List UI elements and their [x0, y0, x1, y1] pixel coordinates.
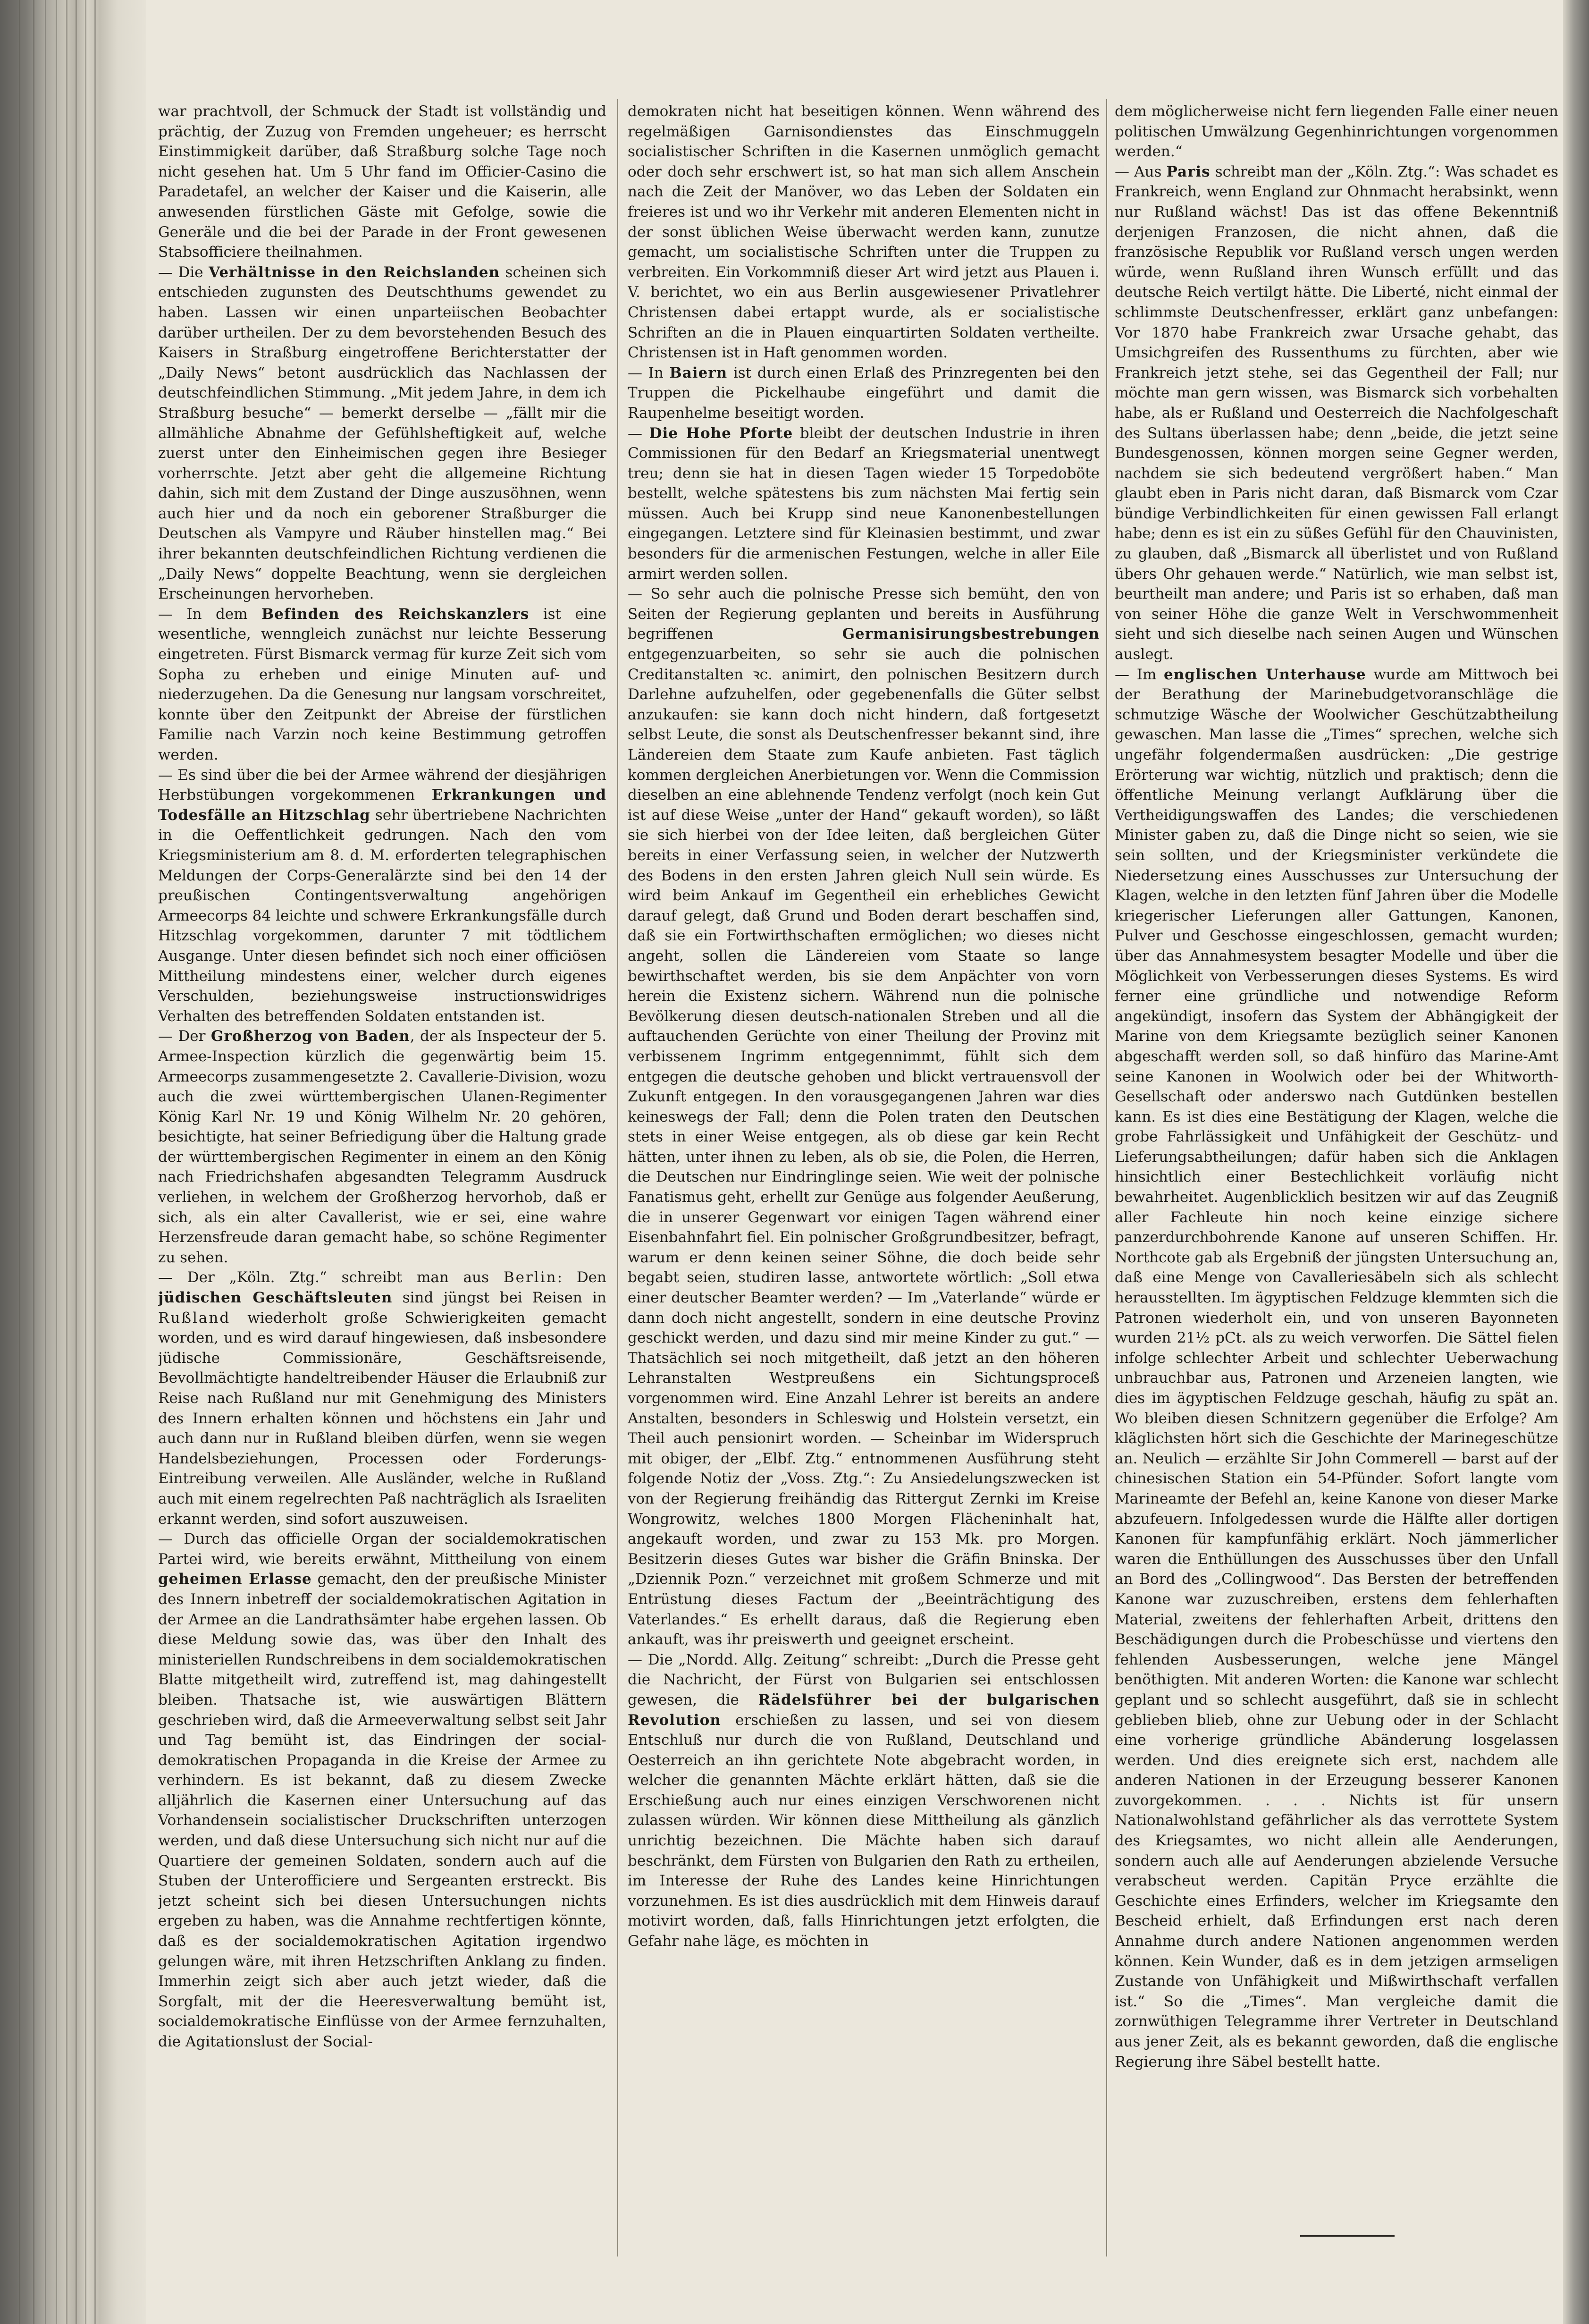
- bold-headline-phrase: englischen Unterhause: [1164, 666, 1366, 683]
- paragraph-text: wurde am Mittwoch bei der Berathung der Marinebudgetvoranschläge die schmutzige Wäsche der Woolwicher Geschützabtheilung gewaschen. Man lasse die „Times“ sprechen, welche sich ungefähr folgendermaßen ausdrücken: „Die gestrige Erörterung war wichtig, nützlich und praktisch; denn die öffentliche Meinung verlangt Aufklärung über die Vertheidigungswaffen des Landes; die verschiedenen Minister gaben zu, daß die Dinge nicht so seien, wie sie sein sollten, und der Kriegsminister verkündete die Niedersetzung eines Ausschusses zur Untersuchung der Klagen, welche in den letzten fünf Jahren über die Modelle kriegerischer Lieferungen aller Gattungen, Kanonen, Pulver und Geschosse eingeschlossen, gemacht wurden; über das Annahmesystem besagter Modelle und über die Möglichkeit von Verbesserungen dieses Systems. Es wird ferner eine gründliche und notwendige Reform angekündigt, insofern das System der Abhängigkeit der Marine von dem Kriegsamte bezüglich seiner Kanonen abgeschafft werden soll, so daß hinfüro das Marine-Amt seine Kanonen in Woolwich oder bei der Whitworth-Gesellschaft oder anderswo nach Gutdünken bestellen kann. Es ist dies eine Bestätigung der Klagen, welche die grobe Fahrlässigkeit und Unfähigkeit der Geschütz- und Lieferungsabtheilungen; dafür haben sich die Anklagen hinsichtlich einer Bestechlichkeit vorläufig nicht bewahrheitet. Augenblicklich besitzen wir auf das Zeugniß aller Fachleute hin noch keine einzige sichere panzerdurchbohrende Kanone auf unseren Schiffen. Hr. Northcote gab als Ergebniß der jüngsten Untersuchung an, daß eine Menge von Cavalleriesäbeln sich als schlecht herausstellten. Im ägyptischen Feldzuge klemmten sich die Patronen wiederholt ein, und von unseren Bayonneten wurden 21½ pCt. als zu weich verworfen. Die Sättel fielen infolge schlechter Arbeit und schlechter Ueberwachung unbrauchbar aus, Patronen und Arzeneien langten, wie dies im ägyptischen Feldzuge geschah, häufig zu spät an. Wo bleiben diesen Schnitzern gegenüber die Erfolge? Am kläglichsten hört sich die Geschichte der Marinegeschütze an. Neulich — erzählte Sir John Commerell — barst auf der chinesischen Station ein 54-Pfünder. Sofort langte vom Marineamte der Befehl an, keine Kanone von dieser Marke abzufeuern. Infolgedessen wurde die Hälfte aller dortigen Kanonen für kampfunfähig erklärt. Noch jämmerlicher waren die Enthüllungen des Ausschusses über den Unfall an Bord des „Collingwood“. Das Bersten der betreffenden Kanone war zuzuschreiben, erstens dem fehlerhaften Material, zweitens der fehlerhaften Arbeit, drittens den Beschädigungen durch die Probeschüsse und viertens den fehlenden Ausbesserungen, welche jene Mängel benöthigten. Mit anderen Worten: die Kanone war schlecht geplant und so schlecht ausgeführt, daß sie in schlecht geblieben blieb, ohne zur Uebung oder in der Schlacht eine vorherige gründliche Abänderung losgelassen werden. Und dies ereignete sich erst, nachdem alle anderen Nationen in der Erzeugung besserer Kanonen zuvorgekommen. . . . Nichts ist für unsern Nationalwohlstand gefährlicher als das verrottete System des Kriegsamtes, wo nicht allein alle Aenderungen, sondern auch alle auf Aenderungen abzielende Versuche verabscheut werden. Capitän Pryce erzählte die Geschichte eines Erfinders, welcher im Kriegsamte den Bescheid erhielt, daß Erfindungen erst nach deren Annahme durch andere Nationen angenommen werden können. Kein Wunder, daß es in dem jetzigen armseligen Zustande von Unfähigkeit und Mißwirthschaft verfallen ist.“ So die „Times“. Man vergleiche damit die zornwüthigen Telegramme ihrer Vertreter in Deutschland aus jener Zeit, als es bekannt geworden, daß die englische Regierung ihre Säbel bestellt hatte.: [1115, 666, 1558, 2070]
- bold-headline-phrase: Erkrankungen und Todesfälle an Hitzschlag: [158, 786, 606, 824]
- paragraph-text: — Die: [158, 263, 209, 281]
- paragraph-text: demokraten nicht hat beseitigen können. Wenn während des regelmäßigen Garnisondienstes das Einschmuggeln socialistischer Schriften in die Kasernen unmöglich gemacht oder doch sehr erschwert ist, so hat man sich allem Anschein nach die Zeit der Manöver, wo das Leben der Soldaten ein freieres ist und wo ihr Verkehr mit anderen Elementen nicht in der sonst üblichen Weise überwacht werden kann, zunutze gemacht, um socialistische Schriften unter die Truppen zu verbreiten. Ein Vorkommniß dieser Art wird jetzt aus Plauen i. V. berichtet, wo ein aus Berlin ausgewiesener Privatlehrer Christensen dabei ertappt wurde, als er socialistische Schriften an die in Plauen einquartirten Soldaten vertheilte. Christensen ist in Haft genommen worden.: [628, 103, 1100, 362]
- paragraph-text: —: [628, 424, 649, 442]
- paragraph-text: — Im: [1115, 666, 1164, 683]
- article-paragraph: [628, 423, 1100, 584]
- paragraph-text: — Aus: [1115, 163, 1167, 180]
- article-paragraph: [158, 262, 606, 604]
- article-end-rule: [1300, 2235, 1395, 2237]
- paragraph-text: — Der: [158, 1028, 211, 1045]
- paragraph-text: — Es sind über die bei der Armee während der diesjährigen Herbstübungen vorgekommenen: [158, 766, 606, 804]
- paragraph-text: ist eine wesentliche, wenngleich zunächst nur leichte Besserung eingetreten. Fürst Bismarck vermag für kurze Zeit sich vom Sopha zu erheben und einige Minuten auf- und niederzugehen. Da die Genesung nur langsam vorschreitet, konnte über den Zeitpunkt der Abreise der fürstlichen Familie nach Varzin noch keine Bestimmung getroffen werden.: [158, 605, 606, 763]
- bold-headline-phrase: Großherzog von Baden: [210, 1028, 410, 1045]
- paragraph-text: ist durch einen Erlaß des Prinzregenten bei den Truppen die Pickelhaube eingeführt und damit die Raupenhelme beseitigt worden.: [628, 364, 1100, 422]
- paragraph-text: bleibt der deutschen Industrie in ihren Commissionen für den Bedarf an Kriegsmaterial unentwegt treu; denn sie hat in diesen Tagen wieder 15 Torpedoböte bestellt, welche spätestens bis zum nächsten Mai fertig sein müssen. Auch bei Krupp sind neue Kanonenbestellungen eingegangen. Letztere sind für Kleinasien bestimmt, und zwar besonders für die armenischen Festungen, welche in aller Eile armirt werden sollen.: [628, 424, 1100, 583]
- paragraph-text: — In dem: [158, 605, 262, 623]
- article-paragraph: [1115, 101, 1558, 162]
- bold-headline-phrase: Verhältnisse in den Reichslanden: [209, 263, 500, 281]
- paragraph-text: — So sehr auch die polnische Presse sich bemüht, den von Seiten der Regierung geplanten und bereits in Ausführung begriffenen: [628, 585, 1100, 643]
- paragraph-text: — Die „Nordd. Allg. Zeitung“ schreibt: „Durch die Presse geht die Nachricht, der Fürst von Bulgarien sei entschlossen gewesen, die: [628, 1651, 1100, 1708]
- article-paragraph: [1115, 162, 1558, 665]
- text-column-2: [628, 101, 1100, 2254]
- paragraph-text: — Der „Köln. Ztg.“ schreibt man aus: [158, 1269, 504, 1286]
- paragraph-text: entgegenzuarbeiten, so sehr sie auch die polnischen Creditanstalten ꝛc. animirt, den polnischen Besitzern durch Darlehne aufzuhelfen, oder gegebenenfalls die Güter selbst anzukaufen: sie kann doch nicht hindern, daß fortgesetzt selbst Leute, die sonst als Deutschenfresser bekannt sind, ihre Ländereien dem Staate zum Kaufe anbieten. Fast täglich kommen dergleichen Anerbietungen vor. Wenn die Commission dieselben an eine ablehnende Tendenz verfolgt (noch kein Gut ist auf diese Weise „unter der Hand“ gekauft worden), so läßt sie sich hierbei von der Idee leiten, daß bergleichen Güter bereits in einer Verfassung seien, in welcher der Nutzwerth des Bodens in den ersten Jahren gleich Null sein würde. Es wird beim Ankauf im Gegentheil ein erhebliches Gewicht darauf gelegt, daß Grund und Boden derart beschaffen sind, daß sie ein Fortwirthschaften ermöglichen; wo dieses nicht angeht, sollen die Ländereien vom Staate so lange bewirthschaftet werden, bis sie dem Anpächter von vorn herein die Existenz sichern. Während nun die polnische Bevölkerung diesen deutsch-nationalen Streben und all die auftauchenden Gerüchte von einer Theilung der Provinz mit verbissenem Ingrimm entgegennimmt, fühlt sich dem entgegen die deutsche gehoben und blickt vertrauensvoll der Zukunft entgegen. In den vorausgegangenen Jahren war dies keineswegs der Fall; denn die Polen traten den Deutschen stets in einer Weise entgegen, als ob diese gar kein Recht hätten, unter ihnen zu leben, als ob sie, die Polen, die Herren, die Deutschen nur Eindringlinge seien. Wie weit der polnische Fanatismus geht, erhellt zur Genüge aus folgender Aeußerung, die in unserer Gegenwart vor einigen Tagen während einer Eisenbahnfahrt fiel. Ein polnischer Großgrundbesitzer, befragt, warum er denn keinen seiner Söhne, die doch beide sehr begabt seien, studiren lasse, antwortete wörtlich: „Soll etwa einer deutscher Beamter werden? — Im „Vaterlande“ würde er dann doch nicht angestellt, sondern in eine deutsche Provinz geschickt werden, und dazu sind mir meine Kinder zu gut.“ — Thatsächlich sei noch mitgetheilt, daß jetzt an den höheren Lehranstalten Westpreußens ein Sichtungsproceß vorgenommen wird. Eine Anzahl Lehrer ist bereits an andere Anstalten, besonders in Schleswig und Holstein versetzt, ein Theil auch pensionirt worden. — Scheinbar im Widerspruch mit obiger, der „Elbf. Ztg.“ entnommenen Ausführung steht folgende Notiz der „Voss. Ztg.“: Zu Ansiedelungszwecken ist von der Regierung freihändig das Rittergut Zernki im Kreise Wongrowitz, welches 1800 Morgen Flächeninhalt hat, angekauft worden, und zwar zu 153 Mk. pro Morgen. Besitzerin dieses Gutes war bisher die Gräfin Bninska. Der „Dziennik Pozn.“ verzeichnet mit großem Schmerze und mit Entrüstung dieses Factum der „Beeinträchtigung des Vaterlandes.“ Es erhellt daraus, daß die Regierung eben ankauft, was ihr preiswerth und geeignet erscheint.: [628, 646, 1100, 1648]
- paragraph-text: scheinen sich entschieden zugunsten des Deutschthums gewendet zu haben. Lassen wir einen unparteiischen Beobachter darüber urtheilen. Der zu dem bevorstehenden Besuch des Kaisers in Straßburg eingetroffene Berichterstatter der „Daily News“ betont ausdrücklich das Nachlassen der deutschfeindlichen Stimmung. „Mit jedem Jahre, in dem ich Straßburg besuche“ — bemerkt derselbe — „fällt mir die allmähliche Abnahme der Gefühlsheftigkeit auf, welche zuerst unter den Einheimischen gegen ihre Besieger vorherrschte. Jetzt aber geht die allgemeine Richtung dahin, sich mit dem Zustand der Dinge auszusöhnen, wenn auch hier und da noch ein geborener Straßburger die Deutschen als Vampyre und Räuber hinstellen mag.“ Bei ihrer bekannten deutschfeindlichen Richtung verdienen die „Daily News“ doppelte Beachtung, wenn sie dergleichen Erscheinungen hervorheben.: [158, 263, 606, 603]
- bold-headline-phrase: Paris: [1166, 163, 1211, 180]
- article-paragraph: [628, 584, 1100, 1649]
- article-paragraph: [628, 363, 1100, 423]
- spaced-emphasis: Berlin: [503, 1269, 557, 1286]
- paragraph-text: erschießen zu lassen, und sei von diesem Entschluß nur durch die von Rußland, Deutschland und Oesterreich an ihn gerichtete Note abgebracht worden, in welcher die genannten Mächte erklärt hätten, daß sie die Erschießung auch nur eines einzigen Verschworenen nicht zulassen würden. Wir können diese Mittheilung als gänzlich unrichtig bezeichnen. Die Mächte haben sich darauf beschränkt, dem Fürsten von Bulgarien den Rath zu ertheilen, im Interesse der Ruhe des Landes keine Hinrichtungen vorzunehmen. Es ist dies ausdrücklich mit dem Hinweis darauf motivirt worden, daß, falls Hinrichtungen jetzt erfolgten, die Gefahr nahe läge, es möchten in: [628, 1711, 1100, 1950]
- article-paragraph: [158, 101, 606, 262]
- paragraph-text: : Den: [557, 1269, 606, 1286]
- spaced-emphasis: Rußland: [158, 1309, 231, 1327]
- paragraph-text: schreibt man der „Köln. Ztg.“: Was schadet es Frankreich, wenn England zur Ohnmacht herabsinkt, wenn nur Rußland wächst! Das ist das offene Bekenntniß derjenigen Franzosen, die nicht ahnen, daß die französische Republik vor Rußland versch ungen werden würde, wenn Rußland ihren Wunsch erfüllt und das deutsche Reich vertilgt hätte. Die Liberté, nicht einmal der schlimmste Deutschenfresser, erklärt ganz unbefangen: Vor 1870 habe Frankreich zwar Ursache gehabt, das Umsichgreifen des Russenthums zu fürchten, aber wie Frankreich jetzt stehe, sei das Gegentheil der Fall; nur möchte man gern wissen, was Bismarck sich vorbehalten habe, als er Rußland und Oesterreich die Nachfolgeschaft des Sultans überlassen habe; denn „beide, die jetzt seine Bundesgenossen, können morgen seine Gegner werden, nachdem sie sich bedeutend vergrößert haben.“ Man glaubt eben in Paris nicht daran, daß Bismarck vom Czar bündige Verbindlichkeiten für einen gewissen Fall erlangt habe; denn es ist ein zu süßes Gefühl für den Chauvinisten, zu glauben, daß „Bismarck all überlistet und von Rußland übers Ohr gehauen werde.“ Natürlich, wie man selbst ist, beurtheilt man andere; und Paris ist so erhaben, daß man von seiner Höhe die ganze Welt in Verschwommenheit sieht und sich dieselbe nach seinen Augen und Wünschen auslegt.: [1115, 163, 1558, 663]
- paragraph-text: wiederholt große Schwierigkeiten gemacht worden, und es wird darauf hingewiesen, daß insbesondere jüdische Commissionäre, Geschäftsreisende, Bevollmächtigte handeltreibender Häuser die Erlaubniß zur Reise nach Rußland nur mit Genehmigung des Ministers des Innern erhalten können und höchstens ein Jahr und auch dann nur in Rußland bleiben dürfen, wenn sie wegen Handelsbeziehungen, Processen oder Forderungs-Eintreibung verweilen. Alle Ausländer, welche in Rußland auch mit einem regelrechten Paß nachträglich als Israeliten erkannt werden, sind sofort auszuweisen.: [158, 1309, 606, 1528]
- book-binding-edge: [0, 0, 146, 2324]
- bold-headline-phrase: Die Hohe Pforte: [649, 424, 793, 442]
- bold-headline-phrase: geheimen Erlasse: [158, 1571, 312, 1588]
- paragraph-text: sind jüngst bei Reisen in: [392, 1289, 606, 1307]
- text-column-1: [158, 101, 606, 2254]
- bold-headline-phrase: Rädelsführer bei der bulgarischen Revolution: [628, 1691, 1100, 1729]
- bold-headline-phrase: jüdischen Geschäftsleuten: [158, 1289, 393, 1307]
- paragraph-text: , der als Inspecteur der 5. Armee-Inspection kürzlich die gegenwärtig beim 15. Armeecorps zusammengesetzte 2. Cavallerie-Division, wozu auch die zwei württembergischen Ulanen-Regimenter König Karl Nr. 19 und König Wilhelm Nr. 20 gehören, besichtigte, hat seiner Befriedigung über die Haltung grade der württembergischen Regimenter in einem an den König nach Friedrichshafen abgesandten Telegramm Ausdruck verliehen, in welchem der Großherzog hervorhob, daß er sich, als ein alter Cavallerist, wie er sei, eine wahre Herzensfreude daran gemacht habe, so schöne Regimenter zu sehen.: [158, 1028, 606, 1266]
- article-paragraph: [628, 101, 1100, 363]
- bold-headline-phrase: Befinden des Reichskanzlers: [261, 605, 530, 623]
- scan-right-margin: [1563, 0, 1589, 2324]
- paragraph-text: gemacht, den der preußische Minister des Innern inbetreff der socialdemokratischen Agitation in der Armee an die Landrathsämter habe ergehen lassen. Ob diese Meldung sowie das, was über den Inhalt des ministeriellen Rundschreibens in dem socialdemokratischen Blatte mitgetheilt wird, zutreffend ist, mag dahingestellt bleiben. Thatsache ist, wie auswärtigen Blättern geschrieben wird, daß die Armeeverwaltung selbst seit Jahr und Tag bemüht ist, das Eindringen der social-demokratischen Propaganda in die Kreise der Armee zu verhindern. Es ist bekannt, daß zu diesem Zwecke alljährlich die Kasernen einer Untersuchung auf das Vorhandensein socialistischer Druckschriften unterzogen werden, und daß diese Untersuchung sich nicht nur auf die Quartiere der gemeinen Soldaten, sondern auch auf die Stuben der Unterofficiere und Sergeanten erstreckt. Bis jetzt scheint sich bei diesen Untersuchungen nichts ergeben zu haben, was die Annahme rechtfertigen könnte, daß es der socialdemokratischen Agitation irgendwo gelungen wäre, mit ihren Hetzschriften Anklang zu finden. Immerhin zeigt sich aber auch jetzt wieder, daß die Sorgfalt, mit der die Heeresverwaltung bemüht ist, socialdemokratische Einflüsse von der Armee fernzuhalten, die Agitationslust der Social-: [158, 1571, 606, 2050]
- article-paragraph: [1115, 665, 1558, 2072]
- paragraph-text: war prachtvoll, der Schmuck der Stadt ist vollständig und prächtig, der Zuzug von Fremden ungeheuer; es herrscht Einstimmigkeit darüber, daß Straßburg solche Tage noch nicht gesehen hat. Um 5 Uhr fand im Officier-Casino die Paradetafel, an welcher der Kaiser und die Kaiserin, alle anwesenden fürstlichen Gäste mit Gefolge, sowie die Generäle und die bei der Parade in der Front gewesenen Stabsofficiere theilnahmen.: [158, 103, 606, 261]
- article-paragraph: [628, 1650, 1100, 1952]
- article-paragraph: [158, 1529, 606, 2052]
- article-paragraph: [158, 604, 606, 765]
- paragraph-text: — In: [628, 364, 670, 381]
- bold-headline-phrase: Baiern: [669, 364, 728, 381]
- article-paragraph: [158, 765, 606, 1027]
- article-paragraph: [158, 1026, 606, 1268]
- bold-headline-phrase: Germanisirungsbestrebungen: [842, 625, 1100, 643]
- paragraph-text: dem möglicherweise nicht fern liegenden Falle einer neuen politischen Umwälzung Gegenhinrichtungen vorgenommen werden.“: [1115, 103, 1558, 161]
- paragraph-text: sehr übertriebene Nachrichten in die Oeffentlichkeit gedrungen. Nach den vom Kriegsministerium am 8. d. M. erforderten telegraphischen Meldungen der Corps-Generalärzte sind bei den 14 der preußischen Contingentsverwaltung angehörigen Armeecorps 84 leichte und schwere Erkrankungsfälle durch Hitzschlag vorgekommen, darunter 7 mit tödtlichem Ausgange. Unter diesen befindet sich noch einer officiösen Mittheilung mindestens einer, welcher durch eigenes Verschulden, beziehungsweise instructionswidriges Verhalten des betreffenden Soldaten entstanden ist.: [158, 806, 606, 1025]
- column-divider: [617, 99, 618, 2256]
- article-paragraph: [158, 1268, 606, 1529]
- paragraph-text: — Durch das officielle Organ der socialdemokratischen Partei wird, wie bereits erwähnt, Mittheilung von einem: [158, 1530, 606, 1568]
- column-divider: [1106, 99, 1107, 2256]
- text-column-3: [1115, 101, 1558, 2254]
